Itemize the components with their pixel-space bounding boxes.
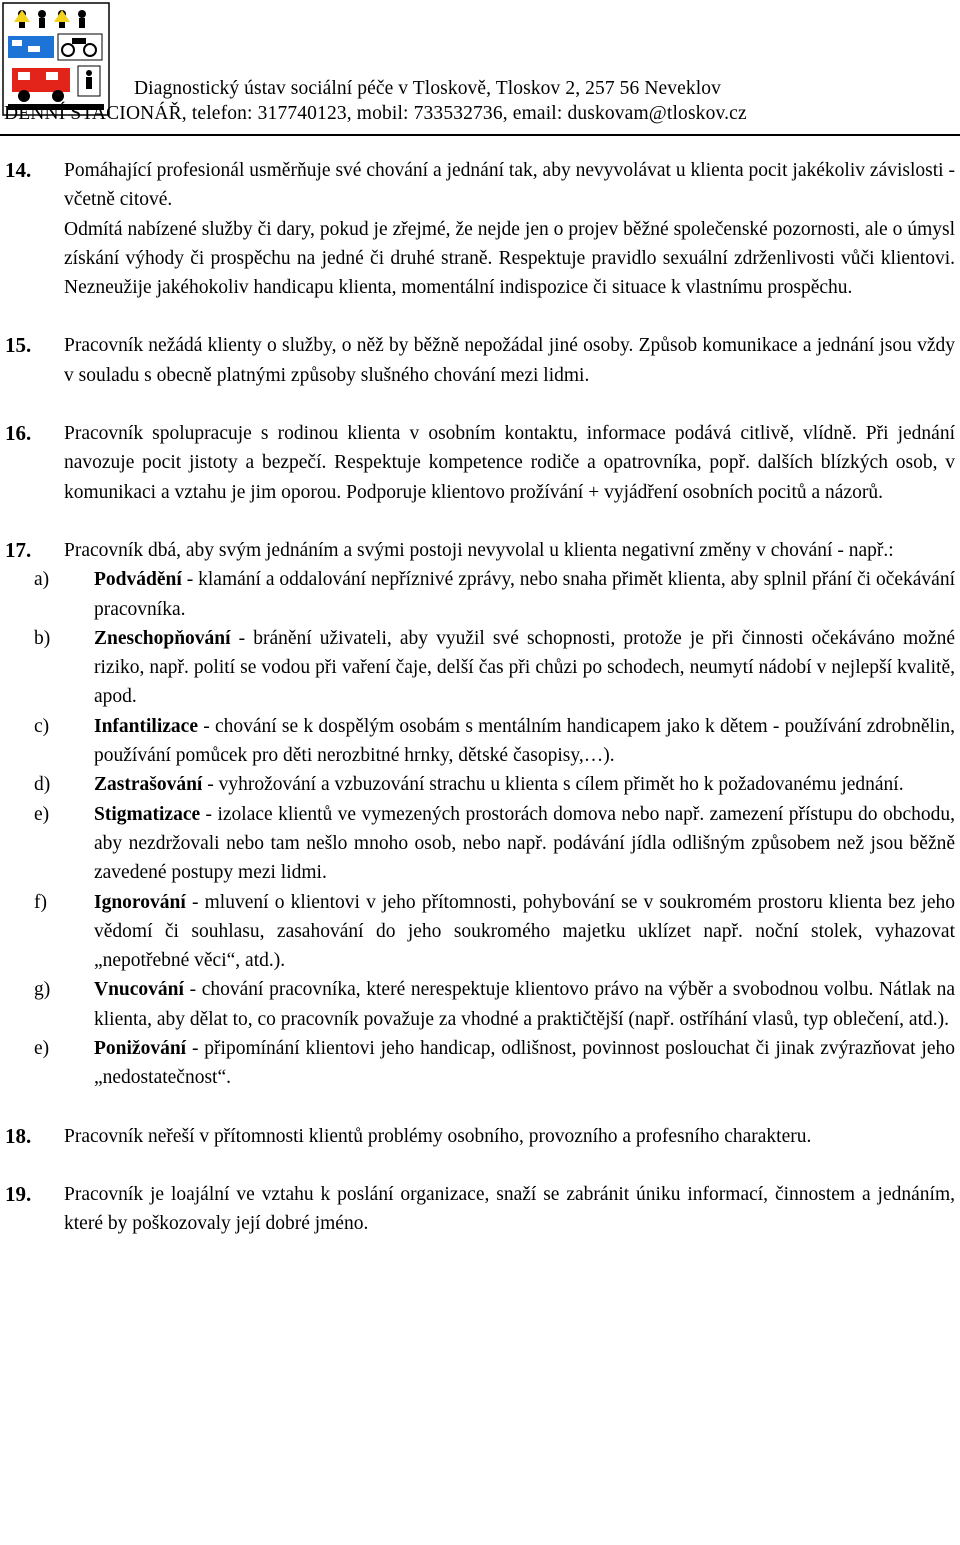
header-divider	[0, 134, 960, 136]
list-item	[0, 800, 960, 888]
section-18	[0, 1122, 960, 1151]
spacer	[0, 1151, 960, 1180]
spacer	[0, 1093, 960, 1122]
list-item-label: b)	[34, 627, 51, 649]
list-item-label: e)	[34, 803, 50, 825]
section-19	[0, 1180, 960, 1239]
section-number: 17.	[5, 537, 32, 562]
section-paragraph: Pracovník neřeší v přítomnosti klientů problémy osobního, provozního a profesního charakteru.	[64, 1125, 812, 1147]
section-paragraph: Pomáhající profesionál usměrňuje své chování a jednání tak, aby nevyvolávat u klienta pocit jakékoliv závislosti - včetně citové.	[64, 160, 955, 211]
institution-logo-icon	[2, 2, 110, 116]
list-item-term: Ponižování	[94, 1038, 187, 1060]
list-item-text: - vyhrožování a vzbuzování strachu u klienta s cílem přimět ho k požadovanému jednání.	[202, 774, 904, 796]
list-item	[0, 975, 960, 1034]
list-item-text: - bránění uživateli, aby využil své schopnosti, protože je při činnosti očekáváno možné riziko, např. polití se vodou při vaření čaje, delší čas při chůzi po schodech, neumytí nádobí v nejlepší kvalitě, apod.	[94, 627, 955, 708]
spacer	[0, 390, 960, 419]
header-contact-line: DENNÍ STACIONÁŘ, telefon: 317740123, mobil: 733532736, email: duskovam@tloskov.cz	[4, 103, 747, 124]
list-item-label: c)	[34, 715, 50, 737]
spacer	[0, 507, 960, 536]
section-number: 15.	[5, 333, 32, 358]
section-number: 14.	[5, 158, 32, 182]
document-body	[0, 156, 960, 1239]
section-16	[0, 419, 960, 507]
list-item-label: e)	[34, 1038, 50, 1060]
header-address-line: Diagnostický ústav sociální péče v Tloskově, Tloskov 2, 257 56 Neveklov	[134, 78, 721, 99]
list-item	[0, 1034, 960, 1093]
list-item-text: - klamání a oddalování nepříznivé zprávy, nebo snaha přimět klienta, aby splnil přání či očekávání pracovníka.	[94, 569, 955, 620]
list-item-term: Zneschopňování	[94, 627, 231, 649]
section-number: 18.	[5, 1123, 32, 1148]
list-item-label: f)	[34, 891, 47, 913]
section-paragraph: Pracovník je loajální ve vztahu k poslání organizace, snaží se zabránit úniku informací, činnostem a jednáním, které by poškozovaly její dobré jméno.	[64, 1183, 955, 1235]
list-item-term: Stigmatizace	[94, 803, 201, 825]
section-17	[0, 536, 960, 565]
behavior-list	[0, 565, 960, 1092]
list-item-label: a)	[34, 569, 50, 591]
section-15	[0, 331, 960, 390]
list-item-label: g)	[34, 979, 51, 1001]
section-number: 16.	[5, 421, 32, 446]
list-item	[0, 624, 960, 712]
list-item-term: Podvádění	[94, 569, 182, 591]
list-item-text: - izolace klientů ve vymezených prostorách domova nebo např. zamezení přístupu do obchodu, aby nezdržovali nebo tam nešlo mnoho osob, nebo např. podávání jídla odlišným způsobem než jsou běžně zavedené postupy mezi lidmi.	[94, 803, 955, 884]
list-item-term: Zastrašování	[94, 774, 203, 796]
section-paragraph: Pracovník spolupracuje s rodinou klienta v osobním kontaktu, informace podává citlivě, vlídně. Při jednání navozuje pocit jistoty a bezpečí. Respektuje kompetence rodiče a opatrovníka, popř. dalších blízkých osob, v komunikaci a vztahu je jim oporou. Podporuje klientovo prožívání + vyjádření osobních pocitů a názorů.	[64, 423, 955, 503]
list-item	[0, 770, 960, 799]
list-item	[0, 565, 960, 624]
list-item-term: Vnucování	[94, 979, 184, 1001]
list-item-text: - mluvení o klientovi v jeho přítomnosti, pohybování se v soukromém prostoru klienta bez jeho vědomí či souhlasu, zasahování do jeho soukromého majetku uklízet např. noční stolek, vyhazovat „nepotřebné věci“, atd.).	[94, 891, 955, 972]
section-number: 19.	[5, 1181, 32, 1206]
list-item-label: d)	[34, 774, 51, 796]
list-item-term: Infantilizace	[94, 715, 198, 737]
list-item-text: - připomínání klientovi jeho handicap, odlišnost, povinnost poslouchat či jinak zvýrazňovat jeho „nedostatečnost“.	[94, 1038, 955, 1089]
list-item-text: - chování pracovníka, které nerespektuje klientovo právo na výběr a svobodnou volbu. Nátlak na klienta, aby dělat to, co pracovník považuje za vhodné a praktičtější (např. ostříhání vlasů, typ oblečení, atd.).	[94, 979, 955, 1030]
section-paragraph: Pracovník nežádá klienty o služby, o něž by běžně nepožádal jiné osoby. Způsob komunikace a jednání jsou vždy v souladu s obecně platnými způsoby slušného chování mezi lidmi.	[64, 335, 955, 386]
letterhead	[0, 0, 960, 140]
section-paragraph: Pracovník dbá, aby svým jednáním a svými postoji nevyvolal u klienta negativní změny v chování - např.:	[64, 539, 894, 561]
spacer	[0, 302, 960, 331]
list-item-text: - chování se k dospělým osobám s mentálním handicapem jako k dětem - používání zdrobnělin, používání pomůcek pro děti nerozbitné hrnky, dětské časopisy,…).	[94, 715, 955, 767]
list-item-term: Ignorování	[94, 891, 186, 913]
list-item	[0, 888, 960, 976]
list-item	[0, 712, 960, 771]
section-14	[0, 156, 960, 302]
section-paragraph: Odmítá nabízené služby či dary, pokud je zřejmé, že nejde jen o projev běžné společenské pozornosti, ale o úmysl získání výhody či prospěchu na jedné či druhé straně. Respektuje pravidlo sexuální zdrženlivosti vůči klientovi. Nezneužije jakéhokoliv handicapu klienta, momentální indispozice či situace k vlastnímu prospěchu.	[64, 218, 955, 299]
